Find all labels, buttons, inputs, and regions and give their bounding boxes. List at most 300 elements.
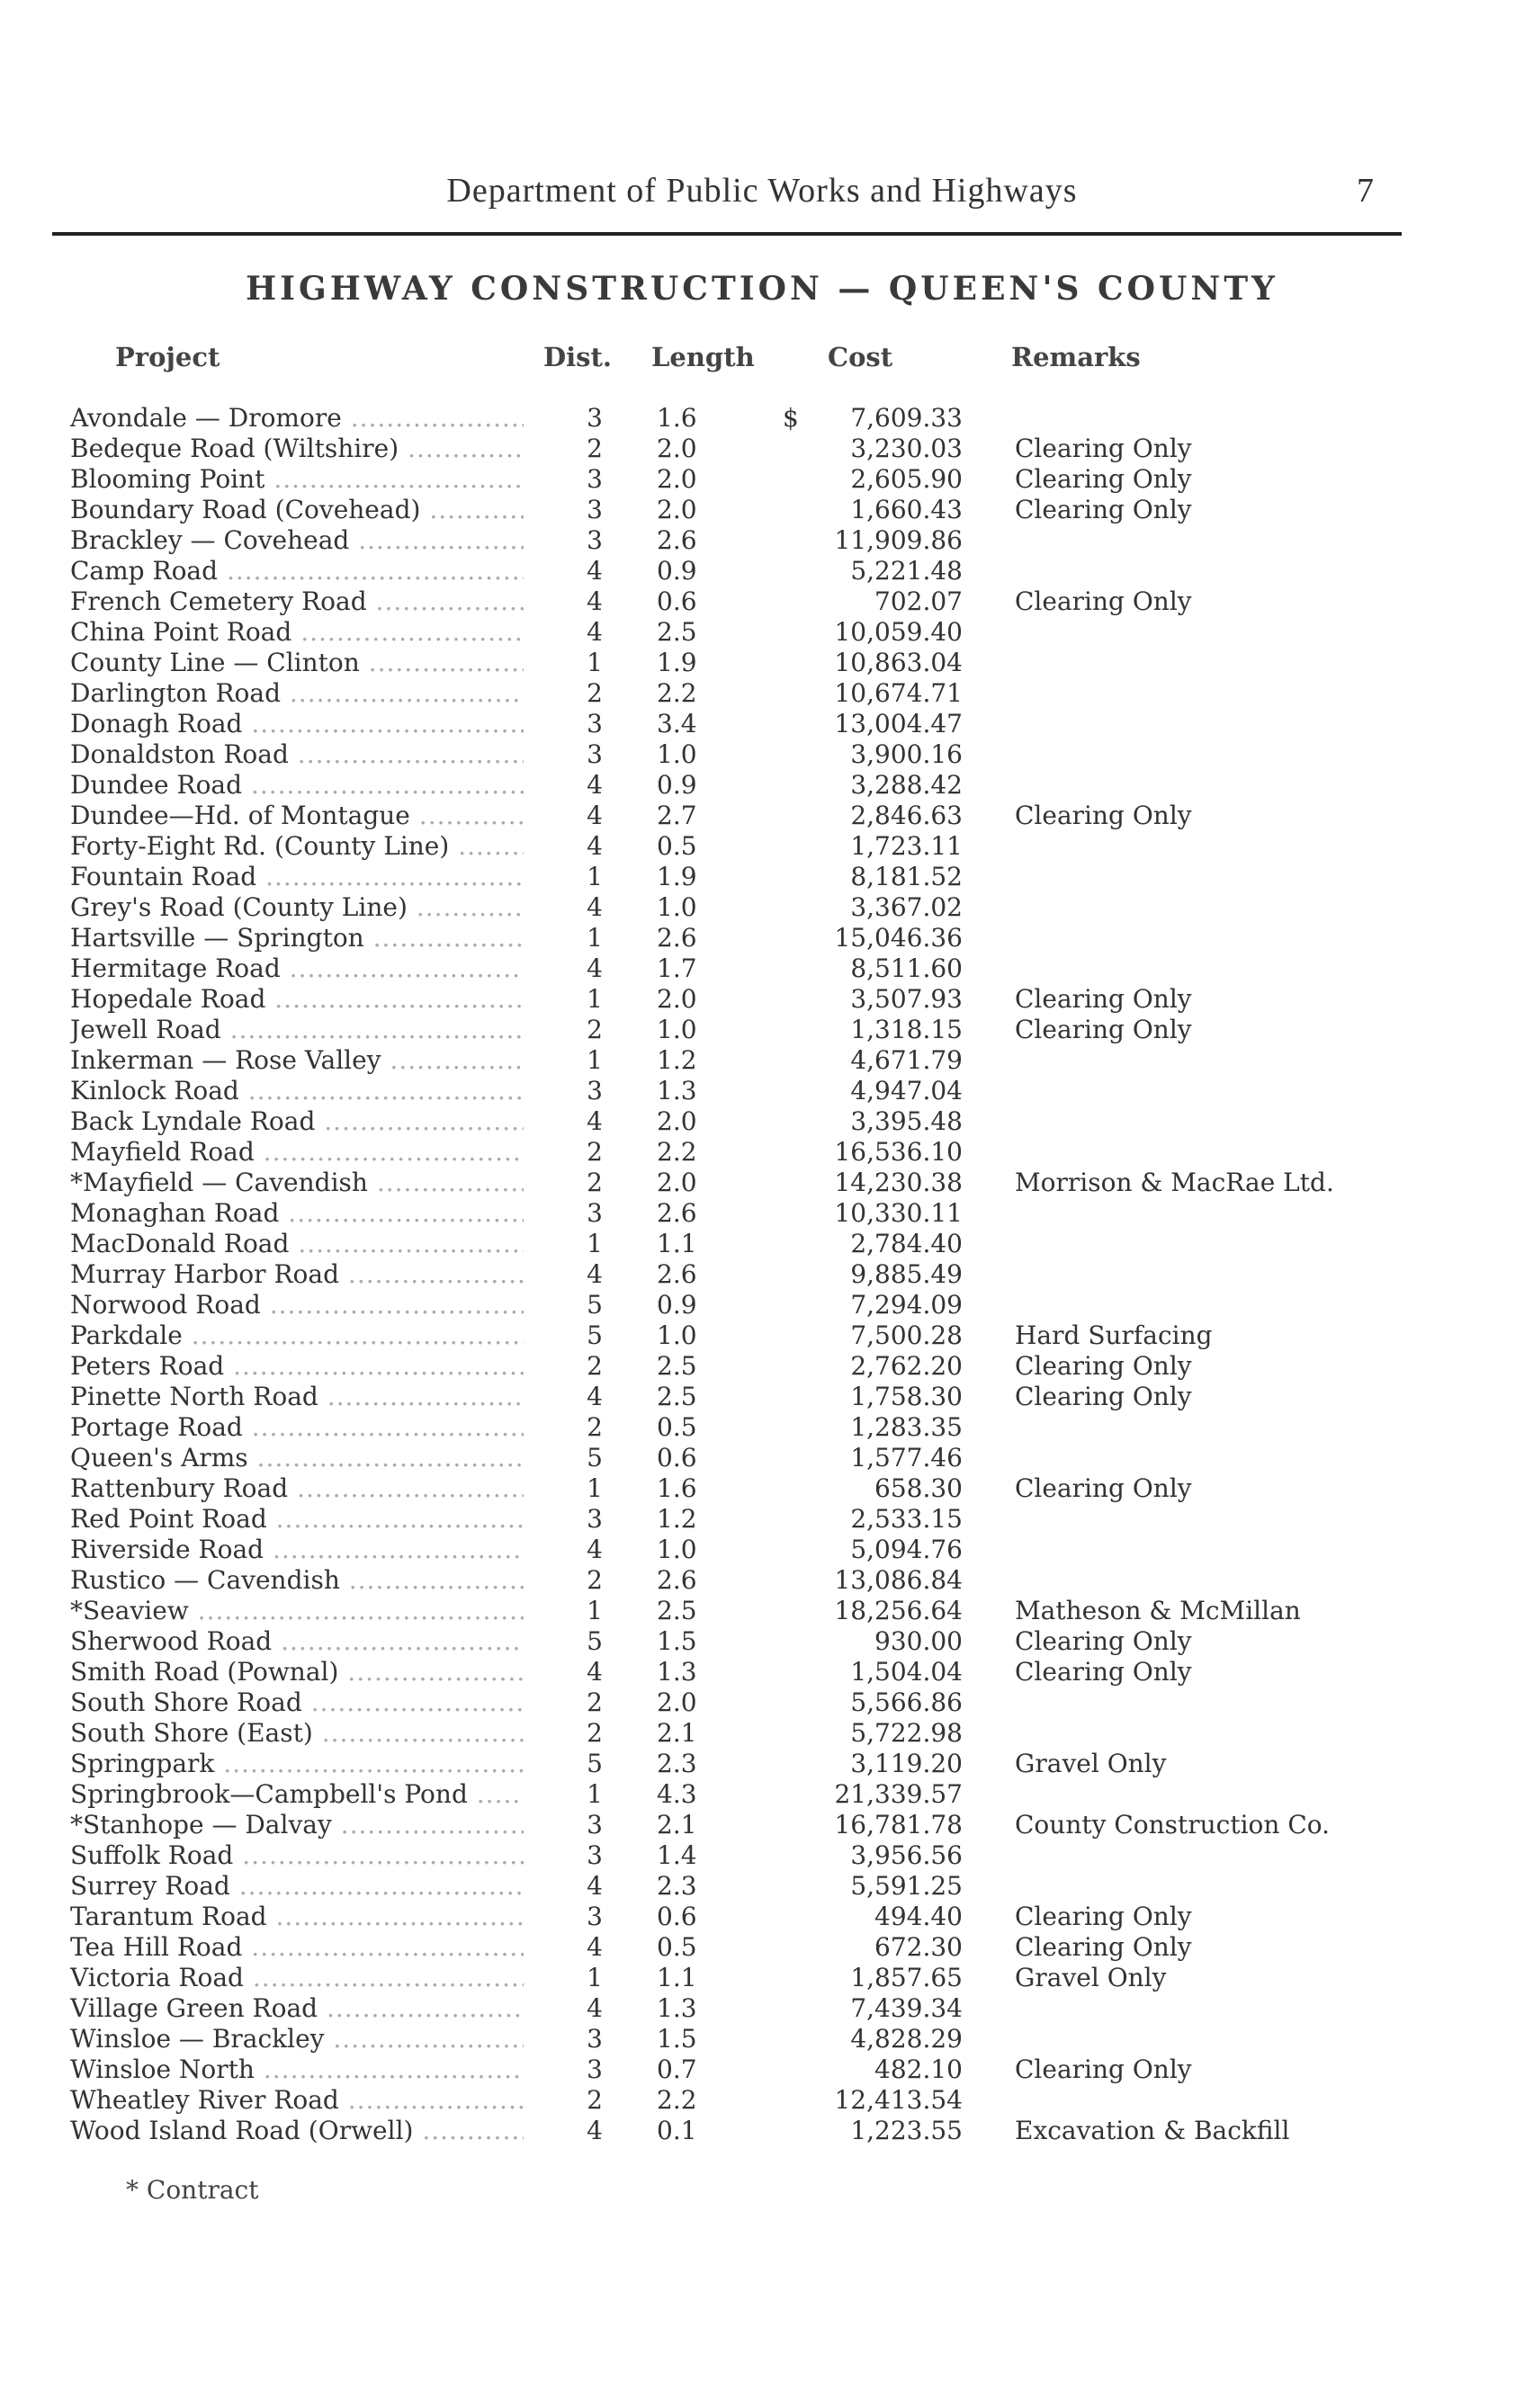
row-dist: 5 <box>587 1320 603 1350</box>
table-row <box>0 1993 1524 2024</box>
table-row <box>0 1229 1524 1259</box>
row-remarks: Clearing Only <box>1015 1382 1192 1411</box>
row-dist: 3 <box>587 495 603 524</box>
column-header-remarks: Remarks <box>1011 342 1141 372</box>
row-dist: 3 <box>587 1076 603 1106</box>
row-length: 1.3 <box>657 1076 697 1106</box>
row-dist: 2 <box>587 1168 603 1197</box>
row-dist: 1 <box>587 648 603 677</box>
table-row <box>0 678 1524 709</box>
row-project: Queen's Arms ..... <box>70 1443 524 1473</box>
row-length: 1.5 <box>657 2024 697 2054</box>
row-cost: 3,119.20 <box>850 1749 963 1778</box>
row-dist: 3 <box>587 2024 603 2054</box>
table-row <box>0 1076 1524 1106</box>
row-project: Riverside Road ..... <box>70 1535 524 1564</box>
row-cost: 18,256.64 <box>834 1596 963 1625</box>
row-cost: 3,288.42 <box>850 770 963 800</box>
row-length: 1.7 <box>657 953 697 983</box>
row-length: 0.5 <box>657 1412 697 1442</box>
table-row <box>0 2085 1524 2116</box>
row-cost: 1,223.55 <box>850 2116 963 2145</box>
table-row <box>0 2116 1524 2146</box>
row-dist: 5 <box>587 1443 603 1473</box>
row-project: South Shore Road ..... <box>70 1687 524 1717</box>
row-length: 0.5 <box>657 1932 697 1962</box>
row-dist: 3 <box>587 525 603 555</box>
table-row <box>0 984 1524 1015</box>
row-project: Camp Road ..... <box>70 556 524 586</box>
table-row <box>0 801 1524 831</box>
row-cost: 1,283.35 <box>850 1412 963 1442</box>
row-dist: 2 <box>587 1718 603 1748</box>
row-project: Village Green Road ..... <box>70 1993 524 2023</box>
row-dist: 1 <box>587 1229 603 1258</box>
row-remarks: Matheson & McMillan <box>1015 1596 1301 1625</box>
table-row <box>0 556 1524 586</box>
table-title: HIGHWAY CONSTRUCTION — QUEEN'S COUNTY <box>246 270 1278 308</box>
table-row <box>0 1596 1524 1626</box>
row-dist: 2 <box>587 1565 603 1595</box>
row-project: Sherwood Road ..... <box>70 1626 524 1656</box>
row-length: 1.9 <box>657 648 697 677</box>
row-project: Avondale — Dromore ..... <box>70 403 524 433</box>
row-length: 2.6 <box>657 1565 697 1595</box>
row-cost: 7,294.09 <box>850 1290 963 1320</box>
row-project: Inkerman — Rose Valley ..... <box>70 1045 524 1075</box>
row-remarks: Clearing Only <box>1015 434 1192 463</box>
row-length: 1.5 <box>657 1626 697 1656</box>
column-header-dist: Dist. <box>543 342 612 372</box>
row-project: Bedeque Road (Wiltshire) ..... <box>70 434 524 463</box>
row-remarks: Clearing Only <box>1015 1626 1192 1656</box>
row-project: Surrey Road ..... <box>70 1871 524 1901</box>
table-row <box>0 831 1524 862</box>
row-cost: 5,591.25 <box>850 1871 963 1901</box>
row-dist: 5 <box>587 1749 603 1778</box>
row-dist: 4 <box>587 1657 603 1687</box>
row-dist: 4 <box>587 556 603 586</box>
row-dist: 3 <box>587 709 603 739</box>
table-row <box>0 434 1524 464</box>
row-project: County Line — Clinton ..... <box>70 648 524 677</box>
row-cost: 1,577.46 <box>850 1443 963 1473</box>
row-dist: 4 <box>587 801 603 830</box>
row-project: Dundee Road ..... <box>70 770 524 800</box>
row-cost: 3,395.48 <box>850 1106 963 1136</box>
row-remarks: Hard Surfacing <box>1015 1320 1213 1350</box>
row-dist: 4 <box>587 1932 603 1962</box>
row-length: 1.2 <box>657 1504 697 1534</box>
table-row <box>0 1749 1524 1779</box>
row-remarks: Gravel Only <box>1015 1963 1167 1992</box>
row-length: 1.9 <box>657 862 697 891</box>
row-remarks: Clearing Only <box>1015 801 1192 830</box>
row-cost: 8,181.52 <box>850 862 963 891</box>
row-project: South Shore (East) ..... <box>70 1718 524 1748</box>
row-length: 1.0 <box>657 1535 697 1564</box>
row-length: 2.1 <box>657 1718 697 1748</box>
row-project: Victoria Road ..... <box>70 1963 524 1992</box>
row-dist: 3 <box>587 464 603 494</box>
row-cost: 7,500.28 <box>850 1320 963 1350</box>
row-cost: 3,507.93 <box>850 984 963 1014</box>
row-length: 1.1 <box>657 1229 697 1258</box>
row-project: Hopedale Road ..... <box>70 984 524 1014</box>
row-dist: 5 <box>587 1626 603 1656</box>
table-row <box>0 1198 1524 1229</box>
row-project: Back Lyndale Road ..... <box>70 1106 524 1136</box>
row-project: Jewell Road ..... <box>70 1015 524 1044</box>
row-cost: 10,330.11 <box>834 1198 963 1228</box>
row-cost: 16,781.78 <box>834 1810 963 1840</box>
row-length: 1.1 <box>657 1963 697 1992</box>
row-dist: 3 <box>587 2054 603 2084</box>
row-length: 3.4 <box>657 709 697 739</box>
row-dist: 3 <box>587 1198 603 1228</box>
row-cost: 4,828.29 <box>850 2024 963 2054</box>
row-project: Blooming Point ..... <box>70 464 524 494</box>
row-length: 0.6 <box>657 1902 697 1931</box>
table-row <box>0 525 1524 556</box>
row-length: 2.6 <box>657 1259 697 1289</box>
table-row <box>0 2054 1524 2085</box>
table-row <box>0 1504 1524 1535</box>
table-row <box>0 1320 1524 1351</box>
row-length: 2.3 <box>657 1871 697 1901</box>
table-row <box>0 770 1524 801</box>
row-cost: 1,504.04 <box>850 1657 963 1687</box>
row-dist: 3 <box>587 403 603 433</box>
row-cost: 482.10 <box>874 2054 963 2084</box>
row-project: Rattenbury Road ..... <box>70 1473 524 1503</box>
row-project: Forty-Eight Rd. (County Line) ..... <box>70 831 524 861</box>
row-dist: 4 <box>587 892 603 922</box>
row-dist: 4 <box>587 1259 603 1289</box>
row-cost: 7,609.33 <box>850 403 963 433</box>
row-cost: 672.30 <box>874 1932 963 1962</box>
row-length: 1.0 <box>657 892 697 922</box>
page-header <box>0 171 1524 225</box>
row-cost: 494.40 <box>874 1902 963 1931</box>
row-cost: 7,439.34 <box>850 1993 963 2023</box>
row-length: 2.0 <box>657 464 697 494</box>
row-dist: 1 <box>587 923 603 953</box>
row-length: 2.5 <box>657 1351 697 1381</box>
header-rule <box>52 232 1402 236</box>
row-dist: 1 <box>587 1596 603 1625</box>
row-length: 0.9 <box>657 770 697 800</box>
row-remarks: County Construction Co. <box>1015 1810 1331 1840</box>
row-remarks: Excavation & Backfill <box>1015 2116 1290 2145</box>
row-project: Red Point Road ..... <box>70 1504 524 1534</box>
row-dist: 3 <box>587 1810 603 1840</box>
row-cost: 3,900.16 <box>850 739 963 769</box>
row-project: Donaldston Road ..... <box>70 739 524 769</box>
row-dist: 4 <box>587 1871 603 1901</box>
table-row <box>0 403 1524 434</box>
row-dist: 2 <box>587 1412 603 1442</box>
row-cost: 1,857.65 <box>850 1963 963 1992</box>
row-cost: 658.30 <box>874 1473 963 1503</box>
row-length: 1.0 <box>657 739 697 769</box>
row-remarks: Clearing Only <box>1015 1473 1192 1503</box>
row-dist: 2 <box>587 2085 603 2115</box>
row-remarks: Clearing Only <box>1015 586 1192 616</box>
table-row <box>0 1259 1524 1290</box>
row-project: Parkdale ..... <box>70 1320 524 1350</box>
row-cost: 2,762.20 <box>850 1351 963 1381</box>
row-project: Wheatley River Road ..... <box>70 2085 524 2115</box>
row-length: 2.0 <box>657 984 697 1014</box>
table-row <box>0 1718 1524 1749</box>
row-length: 0.5 <box>657 831 697 861</box>
row-cost: 8,511.60 <box>850 953 963 983</box>
table-row <box>0 1963 1524 1993</box>
table-row <box>0 1902 1524 1932</box>
row-length: 0.6 <box>657 586 697 616</box>
row-length: 0.9 <box>657 556 697 586</box>
table-row <box>0 1932 1524 1963</box>
row-length: 1.0 <box>657 1015 697 1044</box>
row-dist: 4 <box>587 586 603 616</box>
row-dist: 2 <box>587 678 603 708</box>
row-cost: 14,230.38 <box>834 1168 963 1197</box>
row-length: 2.5 <box>657 617 697 647</box>
row-cost: 5,094.76 <box>850 1535 963 1564</box>
row-remarks: Clearing Only <box>1015 984 1192 1014</box>
column-header-project: Project <box>115 342 220 372</box>
table-row <box>0 1565 1524 1596</box>
table-row <box>0 495 1524 525</box>
column-header-length: Length <box>651 342 755 372</box>
row-project: Fountain Road ..... <box>70 862 524 891</box>
table-row <box>0 1657 1524 1687</box>
row-length: 2.1 <box>657 1810 697 1840</box>
row-remarks: Clearing Only <box>1015 1932 1192 1962</box>
table-row <box>0 1015 1524 1045</box>
row-dist: 1 <box>587 862 603 891</box>
row-length: 1.6 <box>657 403 697 433</box>
row-project: Donagh Road ..... <box>70 709 524 739</box>
table-row <box>0 1443 1524 1473</box>
row-length: 2.6 <box>657 1198 697 1228</box>
row-project: Dundee—Hd. of Montague ..... <box>70 801 524 830</box>
row-project: *Stanhope — Dalvay ..... <box>70 1810 524 1840</box>
table-row <box>0 1290 1524 1320</box>
row-remarks: Clearing Only <box>1015 2054 1192 2084</box>
row-project: Springpark ..... <box>70 1749 524 1778</box>
row-dist: 1 <box>587 984 603 1014</box>
table-row <box>0 1535 1524 1565</box>
table-row <box>0 709 1524 739</box>
row-dist: 4 <box>587 1535 603 1564</box>
row-cost: 1,318.15 <box>850 1015 963 1044</box>
row-project: Wood Island Road (Orwell) ..... <box>70 2116 524 2145</box>
row-project: Tea Hill Road ..... <box>70 1932 524 1962</box>
row-cost: 5,566.86 <box>850 1687 963 1717</box>
row-length: 1.2 <box>657 1045 697 1075</box>
row-length: 2.6 <box>657 525 697 555</box>
row-cost: 15,046.36 <box>834 923 963 953</box>
row-project: Darlington Road ..... <box>70 678 524 708</box>
row-dist: 2 <box>587 1015 603 1044</box>
row-project: Suffolk Road ..... <box>70 1840 524 1870</box>
row-dist: 3 <box>587 1902 603 1931</box>
row-cost: 4,947.04 <box>850 1076 963 1106</box>
row-project: Grey's Road (County Line) ..... <box>70 892 524 922</box>
row-project: Portage Road ..... <box>70 1412 524 1442</box>
table-row <box>0 923 1524 953</box>
table-row <box>0 1382 1524 1412</box>
row-remarks: Morrison & MacRae Ltd. <box>1015 1168 1334 1197</box>
row-project: Murray Harbor Road ..... <box>70 1259 524 1289</box>
row-remarks: Clearing Only <box>1015 1351 1192 1381</box>
row-project: *Seaview ..... <box>70 1596 524 1625</box>
table-row <box>0 1473 1524 1504</box>
row-dist: 4 <box>587 617 603 647</box>
row-cost: 13,086.84 <box>834 1565 963 1595</box>
table-row <box>0 739 1524 770</box>
row-cost: 12,413.54 <box>834 2085 963 2115</box>
row-remarks: Clearing Only <box>1015 464 1192 494</box>
row-project: Winsloe — Brackley ..... <box>70 2024 524 2054</box>
row-project: Tarantum Road ..... <box>70 1902 524 1931</box>
row-length: 1.3 <box>657 1993 697 2023</box>
row-dist: 1 <box>587 1963 603 1992</box>
row-dist: 4 <box>587 1993 603 2023</box>
table-row <box>0 1779 1524 1810</box>
row-dist: 1 <box>587 1473 603 1503</box>
row-cost: 16,536.10 <box>834 1137 963 1167</box>
row-length: 2.0 <box>657 1106 697 1136</box>
row-cost: 1,758.30 <box>850 1382 963 1411</box>
row-cost: 702.07 <box>874 586 963 616</box>
row-cost: 9,885.49 <box>850 1259 963 1289</box>
row-length: 2.0 <box>657 1168 697 1197</box>
table-row <box>0 1626 1524 1657</box>
row-length: 1.3 <box>657 1657 697 1687</box>
row-cost: 10,863.04 <box>834 648 963 677</box>
row-length: 2.5 <box>657 1596 697 1625</box>
row-length: 2.0 <box>657 1687 697 1717</box>
row-length: 2.7 <box>657 801 697 830</box>
row-dist: 2 <box>587 1351 603 1381</box>
table-row <box>0 1840 1524 1871</box>
row-cost: 3,956.56 <box>850 1840 963 1870</box>
column-header-cost: Cost <box>828 342 893 372</box>
row-cost: 2,605.90 <box>850 464 963 494</box>
table-row <box>0 1871 1524 1902</box>
row-dist: 2 <box>587 434 603 463</box>
table-row <box>0 2024 1524 2054</box>
table-row <box>0 1810 1524 1840</box>
currency-symbol: $ <box>783 403 799 433</box>
table-row <box>0 1687 1524 1718</box>
table-row <box>0 1137 1524 1168</box>
row-length: 2.2 <box>657 2085 697 2115</box>
table-row <box>0 617 1524 648</box>
row-dist: 2 <box>587 1137 603 1167</box>
row-cost: 5,722.98 <box>850 1718 963 1748</box>
table-body <box>0 403 1524 2146</box>
row-cost: 11,909.86 <box>834 525 963 555</box>
row-project: Hermitage Road ..... <box>70 953 524 983</box>
row-length: 2.3 <box>657 1749 697 1778</box>
row-dist: 3 <box>587 739 603 769</box>
row-cost: 3,367.02 <box>850 892 963 922</box>
row-dist: 4 <box>587 770 603 800</box>
row-project: *Mayfield — Cavendish ..... <box>70 1168 524 1197</box>
row-cost: 4,671.79 <box>850 1045 963 1075</box>
row-cost: 2,784.40 <box>850 1229 963 1258</box>
row-length: 2.2 <box>657 1137 697 1167</box>
row-cost: 2,533.15 <box>850 1504 963 1534</box>
row-dist: 2 <box>587 1687 603 1717</box>
row-length: 0.9 <box>657 1290 697 1320</box>
row-project: Boundary Road (Covehead) ..... <box>70 495 524 524</box>
row-length: 4.3 <box>657 1779 697 1809</box>
row-cost: 21,339.57 <box>834 1779 963 1809</box>
row-length: 1.6 <box>657 1473 697 1503</box>
row-cost: 1,723.11 <box>850 831 963 861</box>
row-remarks: Clearing Only <box>1015 1015 1192 1044</box>
row-dist: 5 <box>587 1290 603 1320</box>
row-cost: 1,660.43 <box>850 495 963 524</box>
table-row <box>0 1045 1524 1076</box>
row-project: Springbrook—Campbell's Pond ..... <box>70 1779 524 1809</box>
table-row <box>0 953 1524 984</box>
row-dist: 4 <box>587 1106 603 1136</box>
row-project: Monaghan Road ..... <box>70 1198 524 1228</box>
row-project: Peters Road ..... <box>70 1351 524 1381</box>
row-length: 2.0 <box>657 434 697 463</box>
row-cost: 2,846.63 <box>850 801 963 830</box>
table-row <box>0 1351 1524 1382</box>
row-dist: 4 <box>587 953 603 983</box>
row-dist: 1 <box>587 1779 603 1809</box>
table-row <box>0 586 1524 617</box>
row-project: Hartsville — Springton ..... <box>70 923 524 953</box>
table-row <box>0 648 1524 678</box>
row-length: 1.0 <box>657 1320 697 1350</box>
row-project: French Cemetery Road ..... <box>70 586 524 616</box>
row-project: Smith Road (Pownal) ..... <box>70 1657 524 1687</box>
row-dist: 3 <box>587 1840 603 1870</box>
row-length: 1.4 <box>657 1840 697 1870</box>
row-cost: 5,221.48 <box>850 556 963 586</box>
row-length: 0.1 <box>657 2116 697 2145</box>
row-remarks: Clearing Only <box>1015 1902 1192 1931</box>
row-cost: 10,674.71 <box>834 678 963 708</box>
row-length: 2.2 <box>657 678 697 708</box>
row-cost: 930.00 <box>874 1626 963 1656</box>
row-remarks: Clearing Only <box>1015 495 1192 524</box>
row-length: 2.6 <box>657 923 697 953</box>
table-row <box>0 1168 1524 1198</box>
table-row <box>0 862 1524 892</box>
row-project: Winsloe North ..... <box>70 2054 524 2084</box>
row-remarks: Clearing Only <box>1015 1657 1192 1687</box>
row-length: 0.6 <box>657 1443 697 1473</box>
row-length: 2.5 <box>657 1382 697 1411</box>
row-project: Kinlock Road ..... <box>70 1076 524 1106</box>
row-remarks: Gravel Only <box>1015 1749 1167 1778</box>
row-project: Brackley — Covehead ..... <box>70 525 524 555</box>
row-project: China Point Road ..... <box>70 617 524 647</box>
row-length: 0.7 <box>657 2054 697 2084</box>
row-cost: 13,004.47 <box>834 709 963 739</box>
